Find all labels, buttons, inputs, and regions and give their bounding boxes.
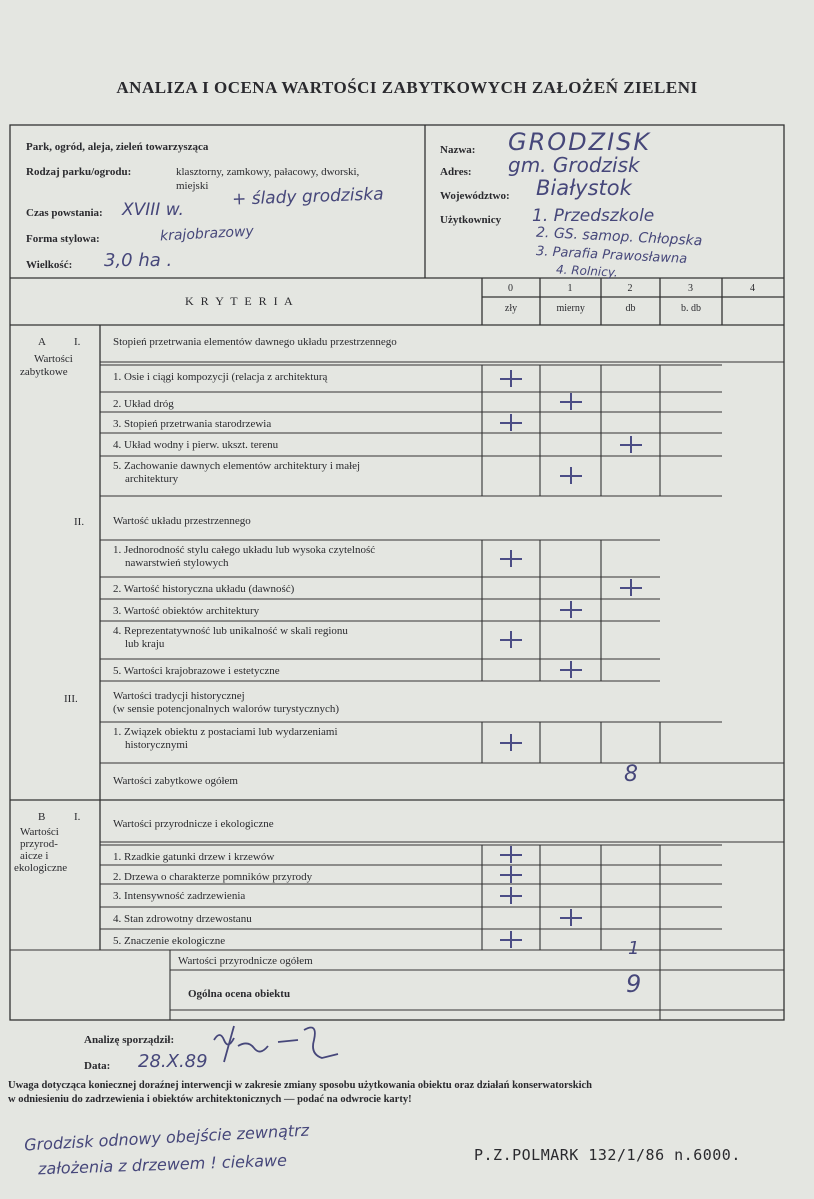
section-a2-roman: II. <box>74 516 85 528</box>
note-line-1: Grodzisk odnowy obejście zewnątrz <box>23 1120 310 1155</box>
criterion-row: 2. Wartość historyczna układu (dawność) <box>113 583 295 595</box>
a-total-value: 8 <box>624 762 638 787</box>
uzytkownicy-1: 1. Przedszkole <box>532 206 655 226</box>
overall-label: Ogólna ocena obiektu <box>188 988 291 1000</box>
section-b-roman: I. <box>74 811 81 823</box>
page-title: ANALIZA I OCENA WARTOŚCI ZABYTKOWYCH ZAŁOŻEŃ ZIELENI <box>116 78 698 97</box>
score-mark-icon <box>620 435 642 455</box>
analiza-label: Analizę sporządził: <box>84 1034 175 1046</box>
criterion-row: 2. Układ dróg <box>113 398 174 410</box>
score-mark-icon <box>500 733 522 753</box>
score-mark-icon <box>560 908 582 928</box>
col-num-0: 0 <box>508 283 513 294</box>
uwaga-line-2: w odniesieniu do zadrzewienia i obiektów architektonicznych — podać na odwrocie karty! <box>8 1094 412 1105</box>
criterion-row-cont: architektury <box>125 473 179 485</box>
a3-title: Wartości tradycji historycznej <box>113 690 245 702</box>
rodzaj-options: klasztorny, zamkowy, pałacowy, dworski, <box>176 166 360 178</box>
uzytkownicy-2: 2. GS. samop. Chłopska <box>535 224 703 250</box>
uzytkownicy-label: Użytkownicy <box>440 214 502 226</box>
col-num-4: 4 <box>750 283 755 294</box>
col-label-3: b. db <box>681 303 701 314</box>
criterion-row: 4. Układ wodny i pierw. ukszt. terenu <box>113 439 279 451</box>
criterion-row: 3. Wartość obiektów architektury <box>113 605 260 617</box>
col-label-0: zły <box>504 303 518 314</box>
score-mark-icon <box>500 413 522 433</box>
kryteria-header: K R Y T E R I A <box>185 294 295 308</box>
wielkosc-value: 3,0 ha . <box>104 250 173 271</box>
criterion-row: 3. Stopień przetrwania starodrzewia <box>113 418 272 430</box>
score-mark-icon <box>500 369 522 389</box>
rodzaj-label: Rodzaj parku/ogrodu: <box>26 166 132 178</box>
uzytkownicy-3: 3. Parafia Prawosławna <box>535 244 688 267</box>
col-label-2: db <box>625 303 636 314</box>
wielkosc-label: Wielkość: <box>26 259 73 271</box>
criterion-row-cont: nawarstwień stylowych <box>125 557 229 569</box>
score-mark-icon <box>500 630 522 650</box>
park-label: Park, ogród, aleja, zieleń towarzysząca <box>26 141 209 153</box>
criterion-row: 1. Jednorodność stylu całego układu lub wysoka czytelność <box>113 544 376 556</box>
uwaga-line-1: Uwaga dotycząca koniecznej doraźnej interwencji w zakresie zmiany sposobu użytkowania obiektu oraz działań konserwatorskich <box>8 1080 592 1091</box>
section-b-label-2: przyrod- <box>20 838 58 850</box>
b-total-label: Wartości przyrodnicze ogółem <box>178 955 313 967</box>
criterion-row: 4. Reprezentatywność lub unikalność w skali regionu <box>113 625 348 637</box>
a1-title: Stopień przetrwania elementów dawnego układu przestrzennego <box>113 336 397 348</box>
data-label: Data: <box>84 1060 111 1072</box>
col-label-1: mierny <box>556 303 585 314</box>
score-mark-icon <box>560 466 582 486</box>
section-a-label-2: zabytkowe <box>20 366 68 378</box>
section-b-code: B <box>38 811 46 823</box>
czas-value: XVIII w. <box>122 200 184 220</box>
section-b-label-3: aicze i <box>20 850 49 862</box>
forma-value: krajobrazowy <box>159 223 255 245</box>
col-num-2: 2 <box>627 283 633 294</box>
col-num-1: 1 <box>567 283 573 294</box>
wojewodztwo-value: Białystok <box>536 176 632 200</box>
a3-title-2: (w sensie potencjonalnych walorów turystycznych) <box>113 703 340 715</box>
signature <box>208 1018 358 1066</box>
criterion-row: 1. Rzadkie gatunki drzew i krzewów <box>113 851 275 863</box>
score-mark-icon <box>560 660 582 680</box>
criterion-row: 3. Intensywność zadrzewienia <box>113 890 246 902</box>
wojewodztwo-label: Województwo: <box>440 190 510 202</box>
section-a-code: A <box>38 336 46 348</box>
section-b-label-1: Wartości <box>20 826 59 838</box>
criterion-row-cont: lub kraju <box>125 638 165 650</box>
section-b-label-4: ekologiczne <box>14 862 68 874</box>
criterion-row: 5. Znaczenie ekologiczne <box>113 935 226 947</box>
a2-title: Wartość układu przestrzennego <box>113 515 251 527</box>
criterion-row: 4. Stan zdrowotny drzewostanu <box>113 913 252 925</box>
b-total-value: 1 <box>628 938 640 959</box>
adres-label: Adres: <box>440 166 472 178</box>
section-a-label-1: Wartości <box>34 353 73 365</box>
score-mark-icon <box>500 865 522 885</box>
overall-value: 9 <box>626 970 642 998</box>
score-mark-icon <box>500 845 522 865</box>
score-mark-icon <box>500 930 522 950</box>
criterion-row: 2. Drzewa o charakterze pomników przyrody <box>113 871 313 883</box>
score-mark-icon <box>500 549 522 569</box>
criterion-row-cont: historycznymi <box>125 739 188 751</box>
score-mark-icon <box>560 392 582 412</box>
b1-title: Wartości przyrodnicze i ekologiczne <box>113 818 274 830</box>
section-a-roman: I. <box>74 336 81 348</box>
section-a3-roman: III. <box>64 693 78 705</box>
uzytkownicy-4: 4. Rolnicy. <box>555 262 619 280</box>
data-value: 28.X.89 <box>138 1051 208 1072</box>
col-num-3: 3 <box>688 283 693 294</box>
score-mark-icon <box>500 886 522 906</box>
nazwa-value: GRODZISK <box>508 128 652 156</box>
criterion-row: 1. Osie i ciągi kompozycji (relacja z architekturą <box>113 371 328 383</box>
rodzaj-options-2: miejski <box>176 180 209 192</box>
note-line-2: założenia z drzewem ! ciekawe <box>37 1150 288 1179</box>
forma-label: Forma stylowa: <box>26 233 100 245</box>
score-mark-icon <box>560 600 582 620</box>
czas-label: Czas powstania: <box>26 207 103 219</box>
criterion-row: 1. Związek obiektu z postaciami lub wydarzeniami <box>113 726 338 738</box>
print-code: P.Z.POLMARK 132/1/86 n.6000. <box>474 1146 741 1164</box>
nazwa-label: Nazwa: <box>440 144 476 156</box>
criterion-row: 5. Zachowanie dawnych elementów architektury i małej <box>113 460 361 472</box>
score-mark-icon <box>620 578 642 598</box>
adres-value: gm. Grodzisk <box>508 153 640 177</box>
czas-extra: + ślady grodziska <box>231 184 384 210</box>
criterion-row: 5. Wartości krajobrazowe i estetyczne <box>113 665 280 677</box>
a-total-label: Wartości zabytkowe ogółem <box>113 775 238 787</box>
